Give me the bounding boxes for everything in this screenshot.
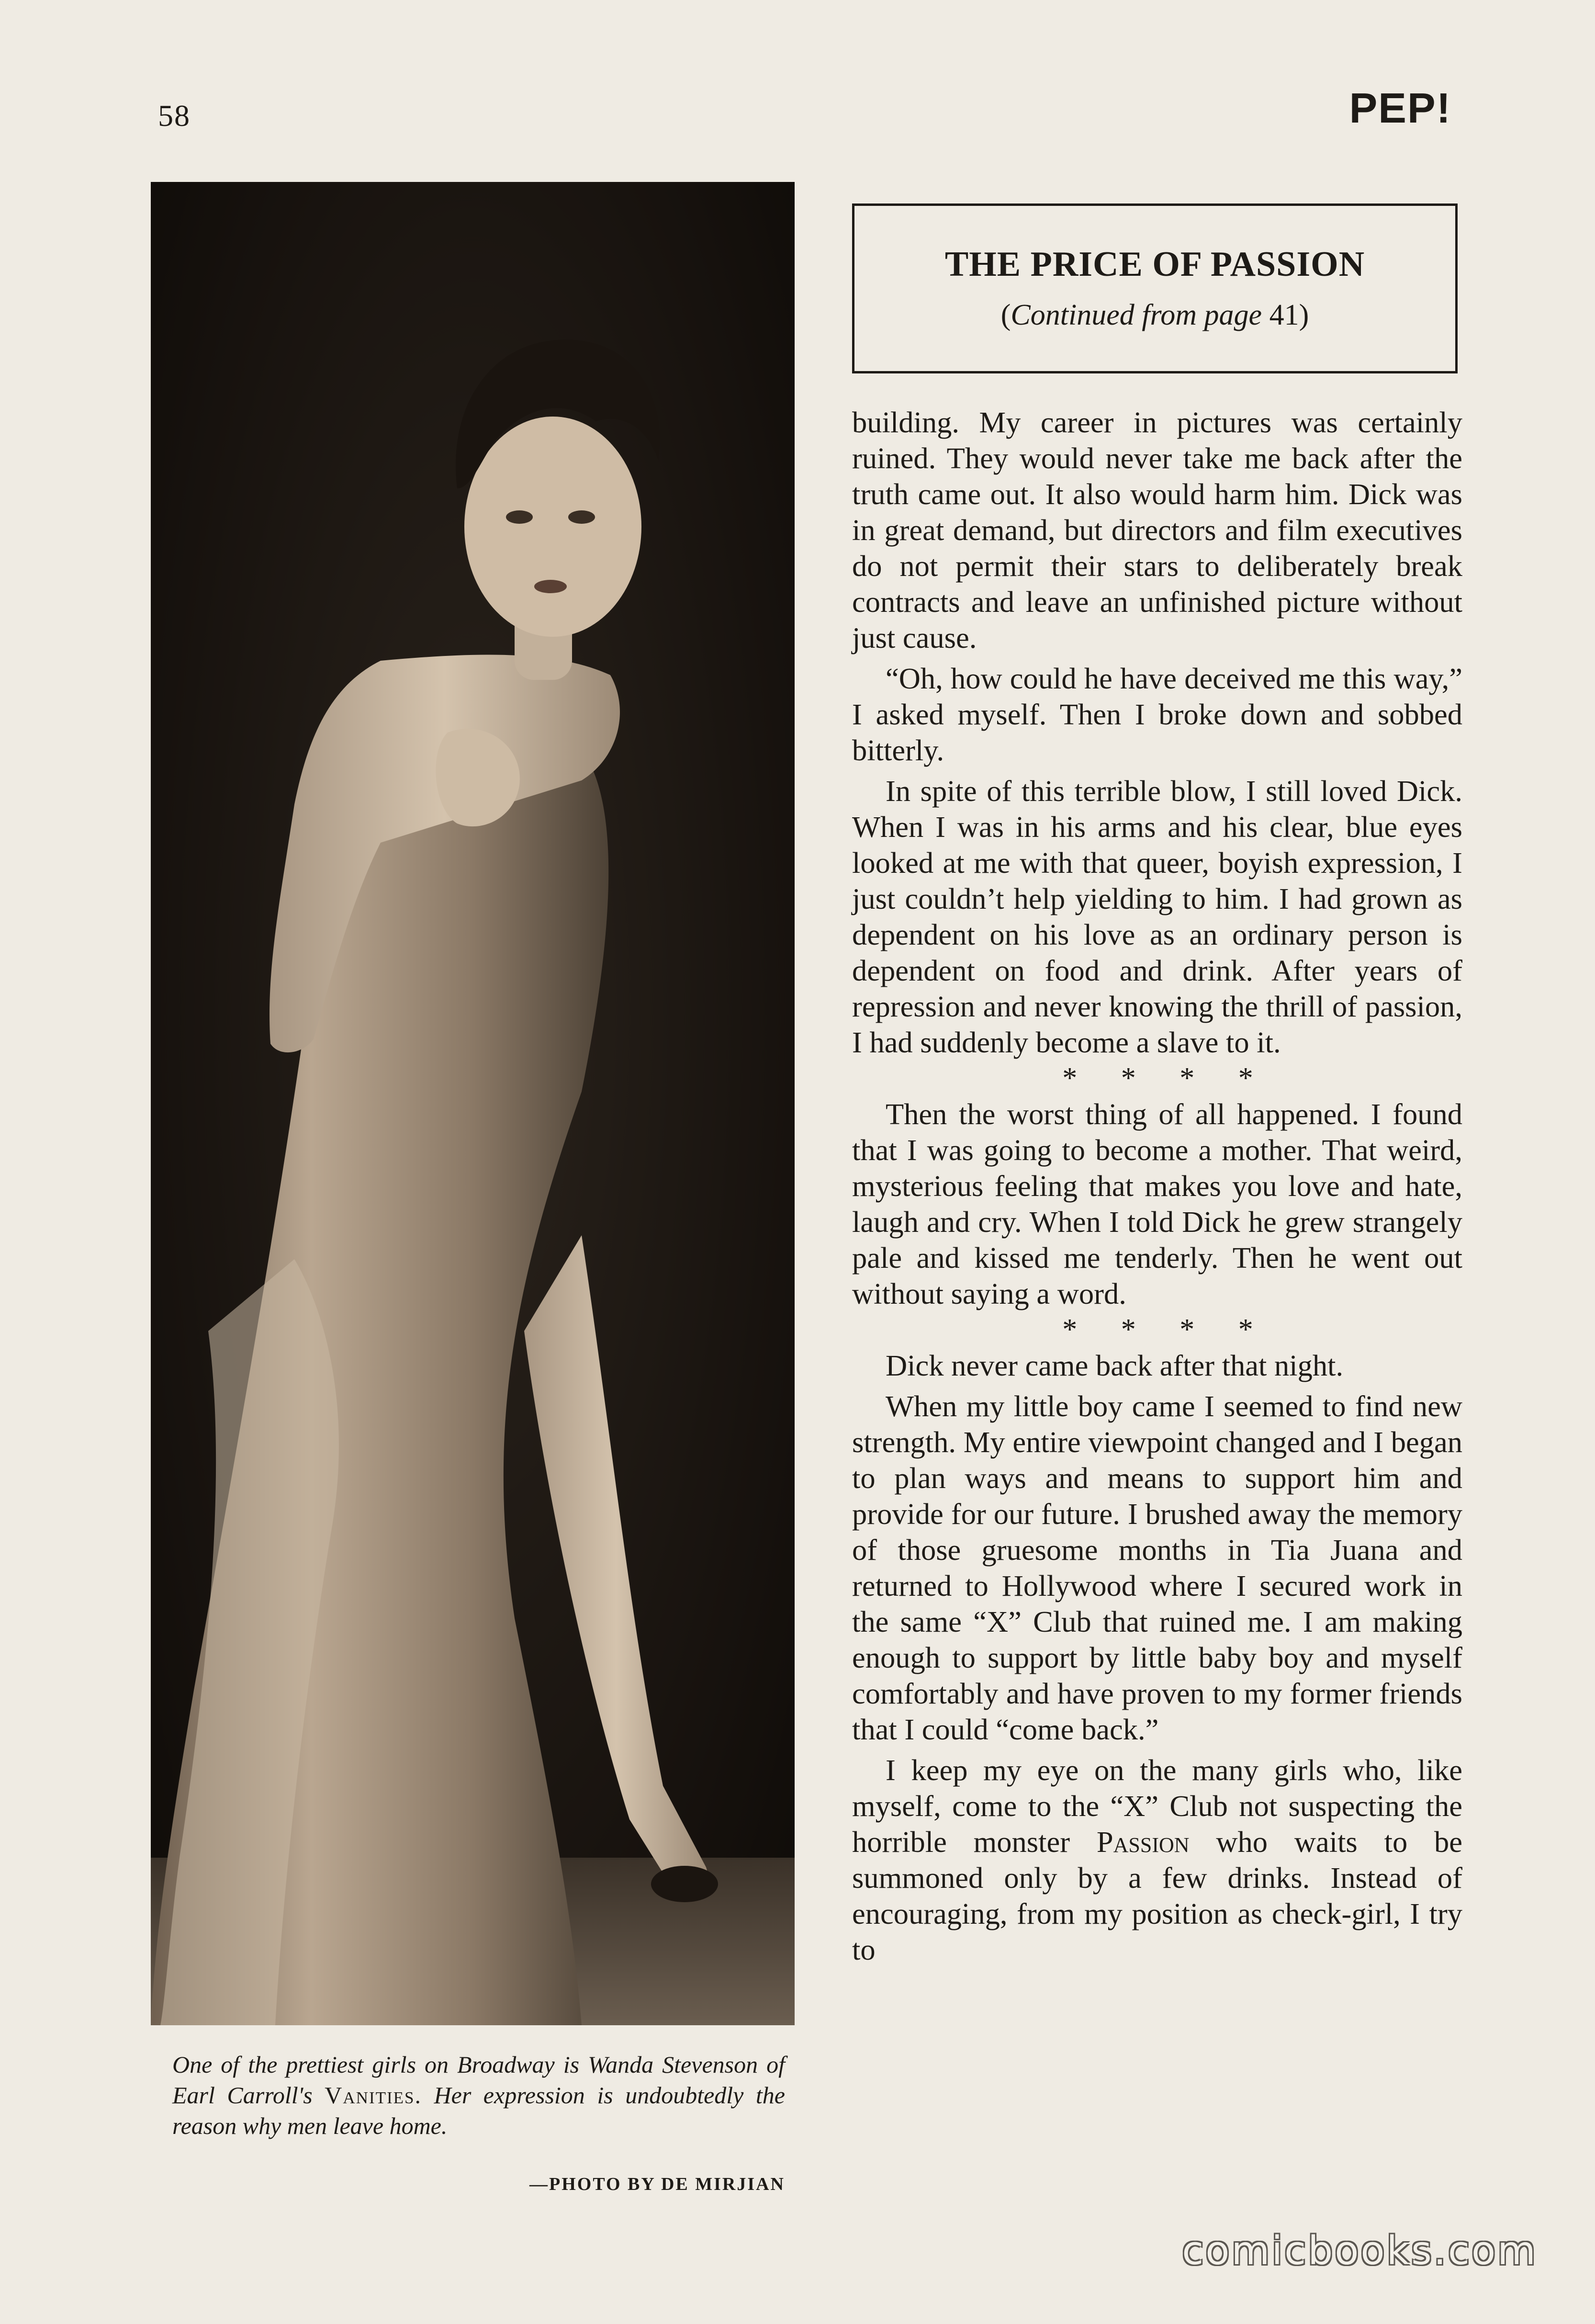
passion-smallcaps: Passion: [1096, 1825, 1190, 1859]
continued-from-note: [854, 298, 1455, 332]
photo-caption: [172, 2049, 785, 2141]
figure-leg: [524, 1235, 708, 1900]
continued-page-number: 41: [1269, 299, 1299, 331]
paragraph: In spite of this terrible blow, I still loved Dick. When I was in his arms and his clear, blue eyes looked at me with that queer, boyish expression, I just couldn’t help yielding to him. I had grown as dependent on his love as an ordinary person is dependent on food and drink. After years of repression and never knowing the thrill of passion, I had suddenly become a slave to it.: [852, 774, 1462, 1059]
section-separator: * * * *: [1062, 1313, 1271, 1346]
figure-face: [464, 417, 641, 637]
figure-eye-right: [568, 510, 595, 524]
magazine-title: PEP!: [1349, 84, 1451, 132]
photo-wanda-stevenson: [151, 182, 795, 2025]
continued-close-paren: ): [1299, 299, 1309, 331]
paragraph: When my little boy came I seemed to find new strength. My entire viewpoint changed and I began to plan ways and means to support him and provide for our future. I brushed away the memory of those gruesome months in Tia Juana and returned to Hollywood where I secured work in the same “X” Club that ruined me. I am making enough to support by little baby boy and myself comfortably and have proven to my former friends that I could “come back.”: [852, 1389, 1462, 1746]
article-body: [852, 405, 1462, 1968]
photo-illustration: [151, 182, 795, 2025]
paragraph: [852, 1752, 1462, 1968]
section-separator: * * * *: [1062, 1062, 1271, 1094]
figure-lips: [534, 580, 567, 593]
figure-eye-left: [506, 510, 533, 524]
continued-open-paren: (: [1000, 299, 1011, 331]
paragraph-text-end: who waits to be summoned only by a few drinks. Instead of encouraging, from my position as check-girl, I try to: [852, 1825, 1463, 1966]
paragraph: Then the worst thing of all happened. I found that I was going to become a mother. That weird, mysterious feeling that makes you love and hate, laugh and cry. When I told Dick he grew strangely pale and kissed me tenderly. Then he went out without saying a word.: [852, 1097, 1462, 1310]
article-title: THE PRICE OF PASSION: [944, 245, 1365, 284]
caption-text-end: Her expression is undoubtedly the reason why men leave home.: [172, 2082, 785, 2139]
caption-text: One of the prettiest girls on Broadway is Wanda Stevenson of Earl Carroll's: [172, 2051, 785, 2109]
article-title-box: [852, 203, 1458, 373]
page-number: 58: [158, 99, 191, 133]
paragraph: Dick never came back after that night.: [886, 1349, 1344, 1382]
caption-show-name: Vanities.: [325, 2082, 422, 2109]
shoe: [651, 1866, 718, 1902]
paragraph-text: I keep my eye on the many girls who, like myself, come to the “X” Club not suspecting the horrible monster: [852, 1753, 1462, 1859]
watermark: comicbooks.com: [1182, 2228, 1538, 2274]
paragraph: “Oh, how could he have deceived me this way,” I asked myself. Then I broke down and sobbed bitterly.: [852, 662, 1462, 767]
paragraph: building. My career in pictures was certainly ruined. They would never take me back after the truth came out. It also would harm him. Dick was in great demand, but directors and film executives do not permit their stars to deliberately break contracts and leave an unfinished picture without just cause.: [852, 406, 1462, 654]
continued-label: Continued from page: [1011, 299, 1269, 331]
photo-credit: —PHOTO BY DE MIRJIAN: [529, 2174, 785, 2194]
